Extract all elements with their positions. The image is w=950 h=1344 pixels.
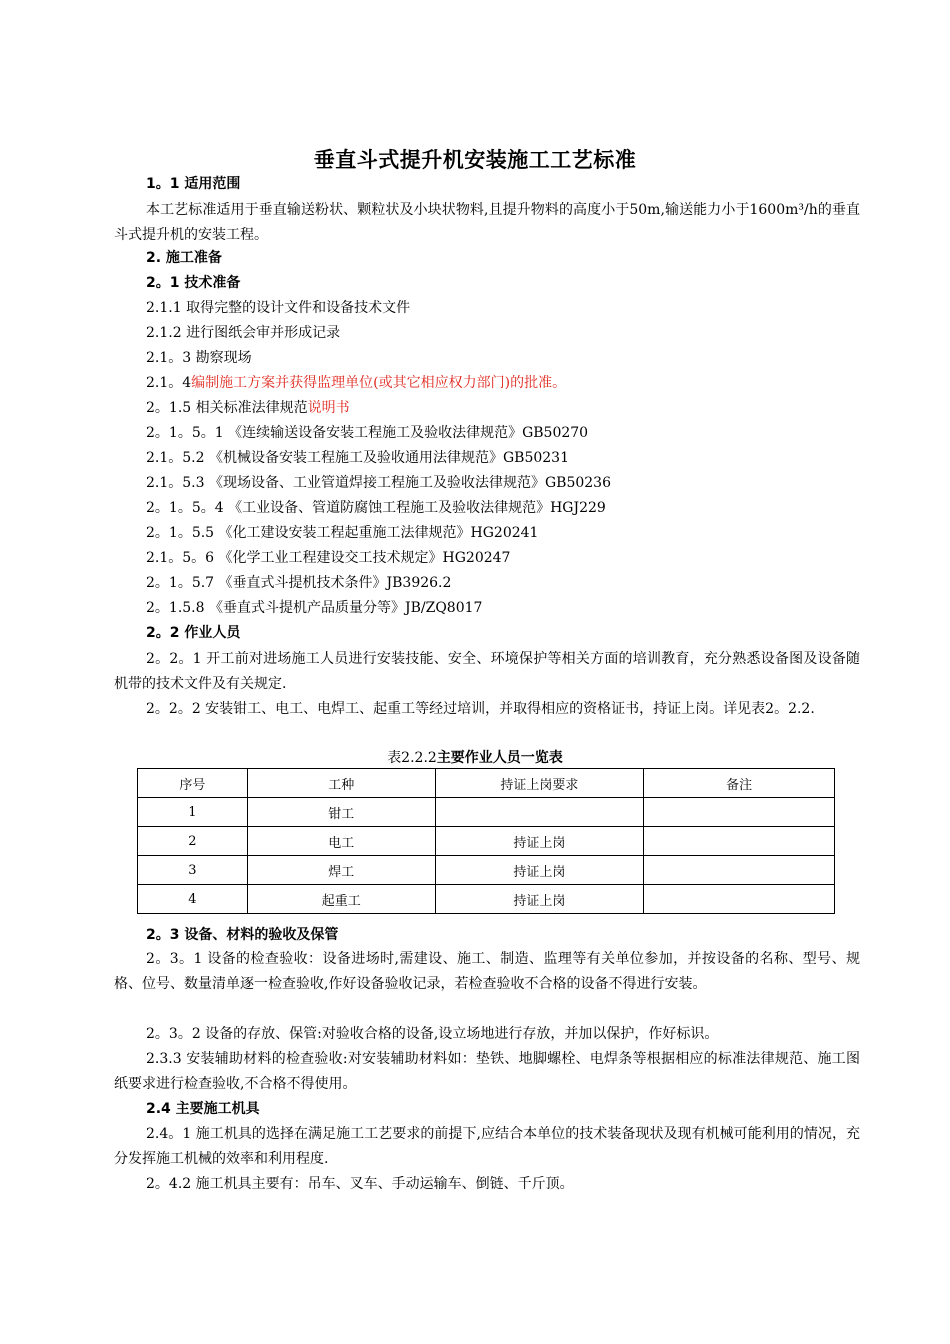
table-cell bbox=[644, 856, 835, 885]
table-caption-text: 主要作业人员一览表 bbox=[436, 750, 563, 766]
paragraph-2-4-1: 2.4。1 施工机具的选择在满足施工工艺要求的前提下,应结合本单位的技术装备现状及现有机械可能利用的情况，充分发挥施工机械的效率和利用程度. bbox=[114, 1126, 860, 1167]
table-cell: 钳工 bbox=[247, 798, 435, 827]
table-cell bbox=[435, 798, 644, 827]
column-header: 序号 bbox=[138, 769, 248, 798]
highlighted-text: 说明书 bbox=[307, 400, 350, 416]
table-caption bbox=[0, 748, 950, 768]
column-header: 持证上岗要求 bbox=[435, 769, 644, 798]
highlighted-text: 编制施工方案并获得监理单位(或其它相应权力部门)的批准。 bbox=[191, 375, 567, 391]
table-cell bbox=[644, 827, 835, 856]
table-row bbox=[138, 827, 835, 856]
table-cell bbox=[644, 798, 835, 827]
table-cell: 4 bbox=[138, 885, 248, 914]
document-title: 垂直斗式提升机安装施工工艺标准 bbox=[313, 148, 637, 172]
list-item-2-1-4 bbox=[146, 373, 566, 393]
heading-2: 2. 施工准备 bbox=[146, 250, 222, 266]
paragraph-2-2-1: 2。2。1 开工前对进场施工人员进行安装技能、安全、环境保护等相关方面的培训教育，充分熟悉设备图及设备随机带的技术文件及有关规定. bbox=[114, 651, 860, 692]
table-caption-number: 表2.2.2 bbox=[387, 750, 437, 766]
item-number: 2.1。4 bbox=[146, 375, 192, 391]
paragraph-2-4-2: 2。4.2 施工机具主要有：吊车、叉车、手动运输车、倒链、千斤顶。 bbox=[146, 1176, 574, 1192]
standard-item: 2。1.5.8 《垂直式斗提机产品质量分等》JB/ZQ8017 bbox=[146, 600, 483, 616]
table-cell: 2 bbox=[138, 827, 248, 856]
standard-item: 2。1。5.7 《垂直式斗提机技术条件》JB3926.2 bbox=[146, 575, 452, 591]
list-item: 2.1.2 进行图纸会审并形成记录 bbox=[146, 325, 341, 341]
table-cell: 电工 bbox=[247, 827, 435, 856]
table-cell: 1 bbox=[138, 798, 248, 827]
paragraph-2-3-1: 2。3。1 设备的检查验收：设备进场时,需建设、施工、制造、监理等有关单位参加，并按设备的名称、型号、规格、位号、数量清单逐一检查验收,作好设备验收记录，若检查验收不合格的设备不得进行安装。 bbox=[114, 951, 860, 992]
list-item-2-1-5 bbox=[146, 398, 350, 418]
standard-item: 2.1。5。6 《化学工业工程建设交工技术规定》HG20247 bbox=[146, 550, 511, 566]
standard-item: 2。1。5。4 《工业设备、管道防腐蚀工程施工及验收法律规范》HGJ229 bbox=[146, 500, 606, 516]
paragraph-2-3-3: 2.3.3 安装辅助材料的检查验收:对安装辅助材料如：垫铁、地脚螺栓、电焊条等根据相应的标准法律规范、施工图纸要求进行检查验收,不合格不得使用。 bbox=[114, 1051, 860, 1092]
standard-item: 2。1。5.5 《化工建设安装工程起重施工法律规范》HG20241 bbox=[146, 525, 539, 541]
table-cell: 持证上岗 bbox=[435, 885, 644, 914]
table-cell: 持证上岗 bbox=[435, 856, 644, 885]
heading-2-2: 2。2 作业人员 bbox=[146, 625, 241, 641]
heading-2-4: 2.4 主要施工机具 bbox=[146, 1101, 260, 1117]
table-cell: 起重工 bbox=[247, 885, 435, 914]
heading-2-1: 2。1 技术准备 bbox=[146, 275, 241, 291]
staff-table bbox=[137, 768, 835, 914]
item-text: 2。1.5 相关标准法律规范 bbox=[146, 400, 308, 416]
heading-1-1: 1。1 适用范围 bbox=[146, 176, 241, 192]
list-item: 2.1.1 取得完整的设计文件和设备技术文件 bbox=[146, 300, 411, 316]
table-cell bbox=[644, 885, 835, 914]
standard-item: 2.1。5.3 《现场设备、工业管道焊接工程施工及验收法律规范》GB50236 bbox=[146, 475, 611, 491]
standard-item: 2.1。5.2 《机械设备安装工程施工及验收通用法律规范》GB50231 bbox=[146, 450, 569, 466]
heading-2-3: 2。3 设备、材料的验收及保管 bbox=[146, 927, 339, 943]
table-row bbox=[138, 856, 835, 885]
paragraph-2-2-2: 2。2。2 安装钳工、电工、电焊工、起重工等经过培训，并取得相应的资格证书，持证上岗。详见表2。2.2. bbox=[146, 701, 815, 717]
paragraph-1-1: 本工艺标准适用于垂直输送粉状、颗粒状及小块状物料,且提升物料的高度小于50m,输送能力小于1600m³/h的垂直斗式提升机的安装工程。 bbox=[114, 202, 860, 243]
column-header: 工种 bbox=[247, 769, 435, 798]
table-row bbox=[138, 798, 835, 827]
table-row bbox=[138, 885, 835, 914]
table-cell: 3 bbox=[138, 856, 248, 885]
standard-item: 2。1。5。1 《连续输送设备安装工程施工及验收法律规范》GB50270 bbox=[146, 425, 589, 441]
table-cell: 持证上岗 bbox=[435, 827, 644, 856]
table-cell: 焊工 bbox=[247, 856, 435, 885]
paragraph-2-3-2: 2。3。2 设备的存放、保管:对验收合格的设备,设立场地进行存放，并加以保护，作好标识。 bbox=[146, 1026, 719, 1042]
table-header-row bbox=[138, 769, 835, 798]
column-header: 备注 bbox=[644, 769, 835, 798]
list-item: 2.1。3 勘察现场 bbox=[146, 350, 252, 366]
